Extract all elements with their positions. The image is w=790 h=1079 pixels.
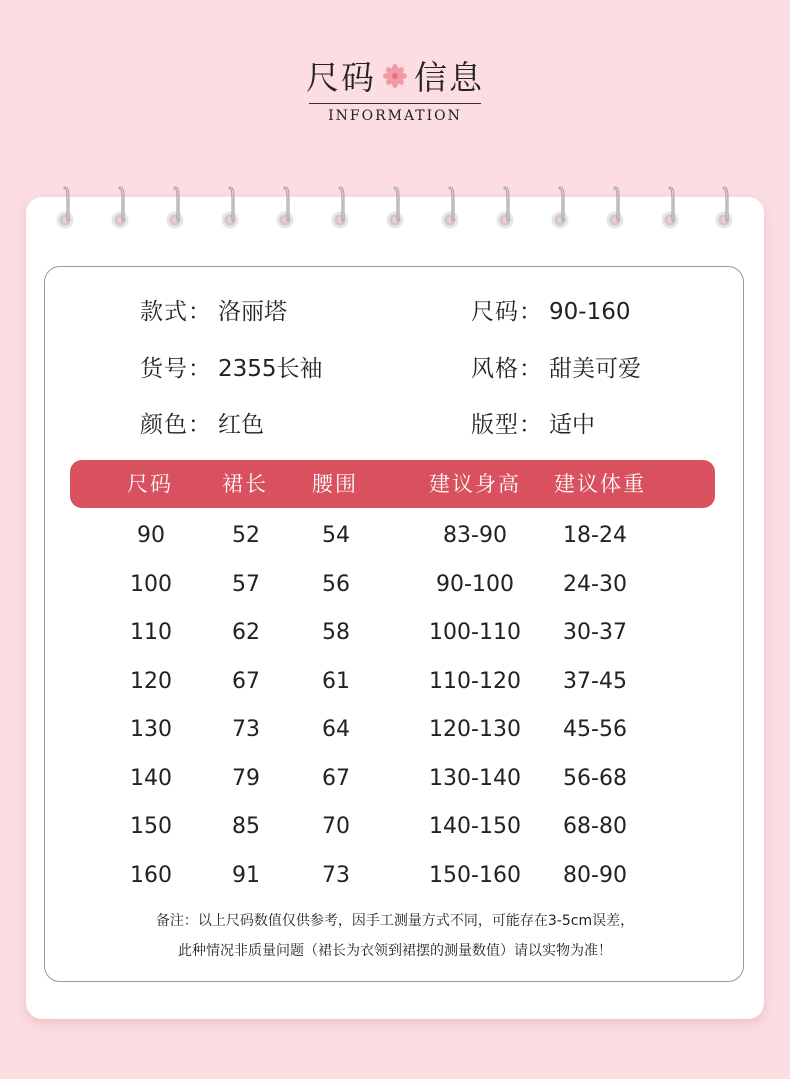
title-divider bbox=[309, 103, 481, 104]
note-line-1: 备注：以上尺码数值仅供参考，因手工测量方式不同，可能存在3-5cm误差， bbox=[155, 913, 635, 929]
binder-ring-icon bbox=[384, 186, 406, 231]
cell-skirt-length: 85 bbox=[232, 814, 260, 839]
cell-waist: 67 bbox=[322, 766, 350, 791]
cell-weight: 45-56 bbox=[563, 717, 627, 742]
info-genre-value: 甜美可爱 bbox=[549, 356, 641, 382]
cell-waist: 58 bbox=[322, 620, 350, 645]
cell-skirt-length: 79 bbox=[232, 766, 260, 791]
info-style-value: 洛丽塔 bbox=[218, 299, 287, 325]
binder-ring-icon bbox=[54, 186, 76, 231]
page-title-left: 尺码 bbox=[306, 58, 376, 97]
info-genre-label: 风格： bbox=[471, 356, 543, 382]
page-title-right: 信息 bbox=[414, 58, 484, 97]
cell-weight: 68-80 bbox=[563, 814, 627, 839]
cell-height: 100-110 bbox=[429, 620, 521, 645]
page-subtitle: INFORMATION bbox=[328, 108, 462, 124]
cell-skirt-length: 62 bbox=[232, 620, 260, 645]
cell-waist: 73 bbox=[322, 863, 350, 888]
info-genre bbox=[471, 350, 641, 383]
binder-ring-icon bbox=[274, 186, 296, 231]
cell-waist: 61 bbox=[322, 669, 350, 694]
cell-skirt-length: 52 bbox=[232, 523, 260, 548]
cell-skirt-length: 67 bbox=[232, 669, 260, 694]
cell-size: 140 bbox=[130, 766, 172, 791]
cell-waist: 64 bbox=[322, 717, 350, 742]
title-row bbox=[0, 52, 790, 99]
info-style-label: 款式： bbox=[140, 299, 212, 325]
header-height: 建议身高 bbox=[429, 472, 521, 496]
cell-size: 120 bbox=[130, 669, 172, 694]
info-size-value: 90-160 bbox=[549, 299, 631, 325]
cell-height: 90-100 bbox=[436, 572, 514, 597]
cell-size: 160 bbox=[130, 863, 172, 888]
binder-ring-icon bbox=[604, 186, 626, 231]
cell-height: 130-140 bbox=[429, 766, 521, 791]
header-skirt-length: 裙长 bbox=[222, 472, 268, 496]
header bbox=[0, 52, 790, 124]
binder-ring-icon bbox=[659, 186, 681, 231]
info-color-label: 颜色： bbox=[140, 412, 212, 438]
info-fit bbox=[471, 406, 595, 439]
binder-ring-icon bbox=[549, 186, 571, 231]
info-item-value: 2355长袖 bbox=[218, 356, 323, 382]
cell-weight: 80-90 bbox=[563, 863, 627, 888]
cell-skirt-length: 57 bbox=[232, 572, 260, 597]
cell-skirt-length: 91 bbox=[232, 863, 260, 888]
binder-ring-icon bbox=[219, 186, 241, 231]
binder-ring-icon bbox=[713, 186, 735, 231]
binder-ring-icon bbox=[329, 186, 351, 231]
size-table-header bbox=[70, 460, 715, 508]
cell-size: 90 bbox=[137, 523, 165, 548]
cell-waist: 54 bbox=[322, 523, 350, 548]
info-item-label: 货号： bbox=[140, 356, 212, 382]
cell-height: 150-160 bbox=[429, 863, 521, 888]
info-fit-label: 版型： bbox=[471, 412, 543, 438]
cell-waist: 70 bbox=[322, 814, 350, 839]
flower-icon bbox=[382, 63, 408, 89]
cell-size: 130 bbox=[130, 717, 172, 742]
binder-ring-icon bbox=[164, 186, 186, 231]
cell-weight: 30-37 bbox=[563, 620, 627, 645]
header-weight: 建议体重 bbox=[554, 472, 646, 496]
info-size-label: 尺码： bbox=[471, 299, 543, 325]
cell-size: 110 bbox=[130, 620, 172, 645]
info-fit-value: 适中 bbox=[549, 412, 595, 438]
header-size: 尺码 bbox=[127, 472, 173, 496]
cell-weight: 37-45 bbox=[563, 669, 627, 694]
binder-ring-icon bbox=[109, 186, 131, 231]
info-item bbox=[140, 350, 323, 383]
binder-rings bbox=[0, 186, 790, 231]
info-size bbox=[471, 293, 630, 326]
cell-height: 83-90 bbox=[443, 523, 507, 548]
cell-waist: 56 bbox=[322, 572, 350, 597]
cell-weight: 18-24 bbox=[563, 523, 627, 548]
note-line-2: 此种情况非质量问题（裙长为衣领到裙摆的测量数值）请以实物为准！ bbox=[178, 943, 612, 959]
cell-height: 120-130 bbox=[429, 717, 521, 742]
cell-size: 150 bbox=[130, 814, 172, 839]
cell-weight: 56-68 bbox=[563, 766, 627, 791]
info-style bbox=[140, 293, 287, 326]
cell-height: 110-120 bbox=[429, 669, 521, 694]
header-waist: 腰围 bbox=[312, 472, 358, 496]
cell-skirt-length: 73 bbox=[232, 717, 260, 742]
cell-size: 100 bbox=[130, 572, 172, 597]
info-color bbox=[140, 406, 264, 439]
binder-ring-icon bbox=[494, 186, 516, 231]
info-color-value: 红色 bbox=[218, 412, 264, 438]
cell-height: 140-150 bbox=[429, 814, 521, 839]
cell-weight: 24-30 bbox=[563, 572, 627, 597]
binder-ring-icon bbox=[439, 186, 461, 231]
